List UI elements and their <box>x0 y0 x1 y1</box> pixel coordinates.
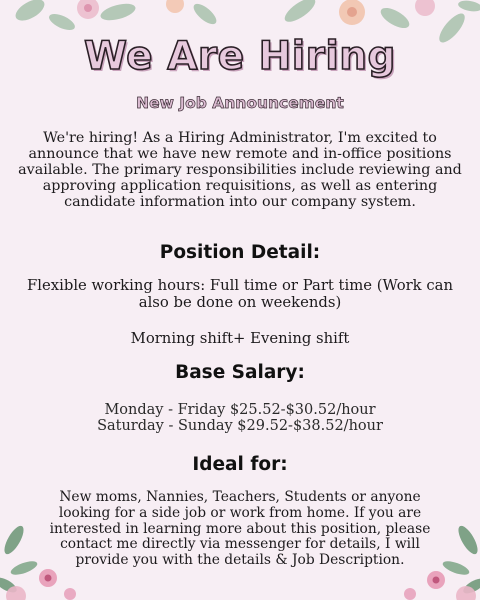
base-salary-heading: Base Salary: <box>175 362 305 383</box>
shift-text: Morning shift+ Evening shift <box>130 330 350 347</box>
ideal-for-text: New moms, Nannies, Teachers, Students or anyone looking for a side job or work from home. If you are interested in learning more about this position, please contact me directly via messenger for details, I will provide you with the details & Job Description. <box>49 489 431 569</box>
ideal-for-heading: Ideal for: <box>192 454 288 475</box>
salary-weekend: Saturday - Sunday $29.52-$38.52/hour <box>97 418 383 434</box>
page-title: We Are Hiring <box>84 34 396 79</box>
salary-weekday: Monday - Friday $25.52-$30.52/hour <box>104 402 376 418</box>
working-hours-text: Flexible working hours: Full time or Part time (Work can also be done on weekends) <box>27 277 453 311</box>
position-detail-heading: Position Detail: <box>159 242 321 263</box>
intro-paragraph: We're hiring! As a Hiring Administrator, I'm excited to announce that we have new remote and in-office positions available. The primary responsibilities include reviewing and approving application requisitions, as well as entering candidate information into our company system. <box>18 130 462 210</box>
page-subtitle: New Job Announcement <box>136 94 344 112</box>
